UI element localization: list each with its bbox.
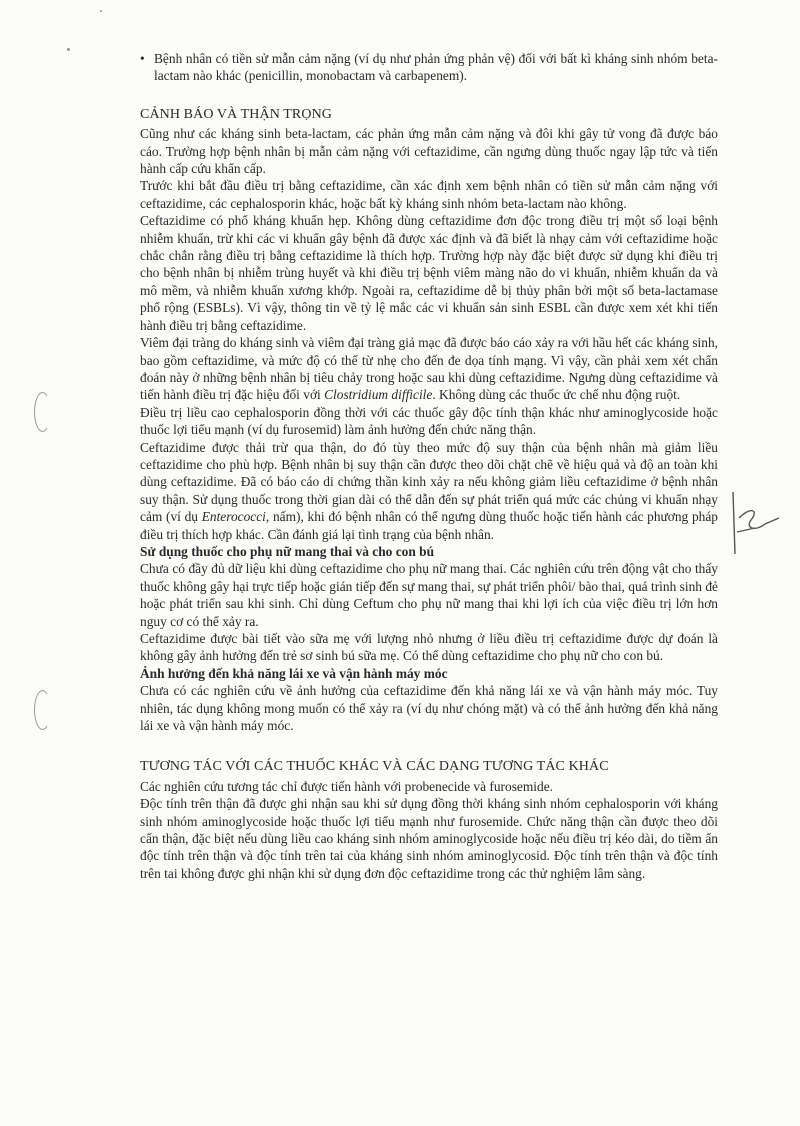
paragraph: Các nghiên cứu tương tác chỉ được tiến hành với probenecide và furosemide. xyxy=(140,778,553,794)
paragraph-text: Ceftazidime được thải trừ qua thận, do đó tùy theo mức độ suy thận của bệnh nhân mà giảm liều ceftazidime cho phù hợp. Bệnh nhân bị suy thận cần được theo dõi chặt chẽ về hiệu quả và độ an toàn khi dùng ceftazidime. Đã có báo cáo di chứng thần kinh xảy ra nếu không giảm liều ceftazidime ở bệnh nhân suy thận. Sử dụng thuốc trong thời gian dài có thể dẫn đến sự phát triển quá mức các chủng vi khuẩn nhạy cảm (ví dụ xyxy=(140,439,718,525)
paragraph: Cũng như các kháng sinh beta-lactam, các phản ứng mẫn cảm nặng và đôi khi gây tử vong đã được báo cáo. Trường hợp bệnh nhân bị mẫn cảm nặng với ceftazidime, cần ngưng dùng thuốc ngay lập tức và tiến hành cấp cứu khẩn cấp. xyxy=(140,126,718,177)
paragraph: Ceftazidime có phổ kháng khuẩn hẹp. Không dùng ceftazidime đơn độc trong điều trị một số loại bệnh nhiễm khuẩn, trừ khi các vi khuẩn gây bệnh đã được xác định và đã biết là nhạy cảm với ceftazidime hoặc chắc chắn rằng điều trị bằng ceftazidime là thích hợp. Trường hợp này đặc biệt được sử dụng khi điều trị cho bệnh nhân bị nhiễm trùng huyết và khi điều trị bệnh viêm màng não do vi khuẩn, nhiễm khuẩn da và mô mềm, và nhiễm khuẩn xương khớp. Ngoài ra, ceftazidime dễ bị thủy phân bởi một số beta-lactamase phổ rộng (ESBLs). Vì vậy, thông tin về tỷ lệ mắc các vi khuẩn sản sinh ESBL cần được xem xét khi tiến hành điều trị bằng ceftazidime. xyxy=(140,213,718,333)
bullet-icon: • xyxy=(140,51,145,66)
paragraph-text: , nấm), khi đó bệnh nhân có thể ngưng dùng thuốc hoặc tiến hành các phương pháp điều trị thích hợp khác. Cần đánh giá lại tình trạng của bệnh nhân. xyxy=(140,509,718,542)
paragraph-text: Viêm đại tràng do kháng sinh và viêm đại tràng giả mạc đã được báo cáo xảy ra với hầu hết các kháng sinh, bao gồm ceftazidime, và mức độ có thể từ nhẹ cho đến đe dọa tính mạng. Vì vậy, cần phải xem xét chẩn đoán này ở những bệnh nhân bị tiêu chảy trong hoặc sau khi dùng ceftazidime. Ngưng dùng ceftazidime và tiến hành điều trị đặc hiệu đối với xyxy=(140,335,718,403)
bullet-text: Bệnh nhân có tiền sử mẫn cảm nặng (ví dụ như phản ứng phản vệ) đối với bất kì kháng sinh nhóm beta-lactam nào khác (penicillin, monobactam và carbapenem). xyxy=(154,51,718,84)
paragraph: Điều trị liều cao cephalosporin đồng thời với các thuốc gây độc tính thận khác như aminoglycoside hoặc thuốc lợi tiểu mạnh (ví dụ furosemid) làm ảnh hưởng đến chức năng thận. xyxy=(140,404,718,438)
paragraph: Trước khi bắt đầu điều trị bằng ceftazidime, cần xác định xem bệnh nhân có tiền sử mẫn cảm nặng với ceftazidime, các cephalosporin khác, hoặc bất kỳ kháng sinh nhóm beta-lactam nào không. xyxy=(140,178,718,211)
scan-speck xyxy=(67,48,70,51)
punch-hole-mark xyxy=(34,392,51,432)
paragraph: Ceftazidime được bài tiết vào sữa mẹ với lượng nhỏ nhưng ở liều điều trị ceftazidime được dự đoán là không gây ảnh hưởng đến trẻ sơ sinh bú sữa mẹ. Có thể dùng ceftazidime cho phụ nữ cho con bú. xyxy=(140,631,718,664)
subheading-pregnancy: Sử dụng thuốc cho phụ nữ mang thai và cho con bú xyxy=(140,543,435,559)
paragraph xyxy=(140,439,718,543)
document-body xyxy=(140,50,718,882)
paragraph: Độc tính trên thận đã được ghi nhận sau khi sử dụng đồng thời kháng sinh nhóm cephalosporin với kháng sinh nhóm aminoglycoside hoặc thuốc lợi tiểu mạnh như furosemide. Chức năng thận cần được theo dõi cẩn thận, đặc biệt nếu dùng liều cao kháng sinh nhóm aminoglycoside hoặc nếu điều trị kéo dài, do tiềm ẩn độc tính trên thận và độc tính trên tai của kháng sinh nhóm aminoglycosid. Độc tính trên thận và độc tính trên tai không được ghi nhận khi sử dụng đơn độc ceftazidime trong các thử nghiệm lâm sàng. xyxy=(140,796,718,881)
subheading-driving: Ảnh hưởng đến khả năng lái xe và vận hành máy móc xyxy=(140,665,448,681)
organism-name: Clostridium difficile xyxy=(324,387,433,403)
punch-hole-mark xyxy=(34,690,51,730)
paragraph: Chưa có đầy đủ dữ liệu khi dùng ceftazidime cho phụ nữ mang thai. Các nghiên cứu trên động vật cho thấy thuốc không gây hại trực tiếp hoặc gián tiếp đến sự mang thai, sự phát triển phôi/ bào thai, quá trình sinh đẻ hoặc phát triển sau khi sinh. Chỉ dùng Ceftum cho phụ nữ mang thai khi lợi ích của việc điều trị lớn hơn nguy cơ có thể xảy ra. xyxy=(140,561,718,629)
section-heading-warnings: CẢNH BÁO VÀ THẬN TRỌNG xyxy=(140,106,332,122)
scan-speck xyxy=(100,10,102,12)
paragraph-text: . Không dùng các thuốc ức chế nhu động ruột. xyxy=(432,387,681,403)
organism-name: Enterococci xyxy=(201,509,266,525)
handwritten-mark xyxy=(725,488,785,558)
paragraph xyxy=(140,334,718,404)
paragraph: Chưa có các nghiên cứu về ảnh hưởng của ceftazidime đến khả năng lái xe và vận hành máy móc. Tuy nhiên, tác dụng không mong muốn có thể xảy ra (ví dụ như chóng mặt) và có thể ảnh hưởng đến khả năng lái xe và vận hành máy móc. xyxy=(140,683,718,734)
section-heading-interactions: TƯƠNG TÁC VỚI CÁC THUỐC KHÁC VÀ CÁC DẠNG TƯƠNG TÁC KHÁC xyxy=(140,759,609,775)
list-item xyxy=(140,50,718,85)
